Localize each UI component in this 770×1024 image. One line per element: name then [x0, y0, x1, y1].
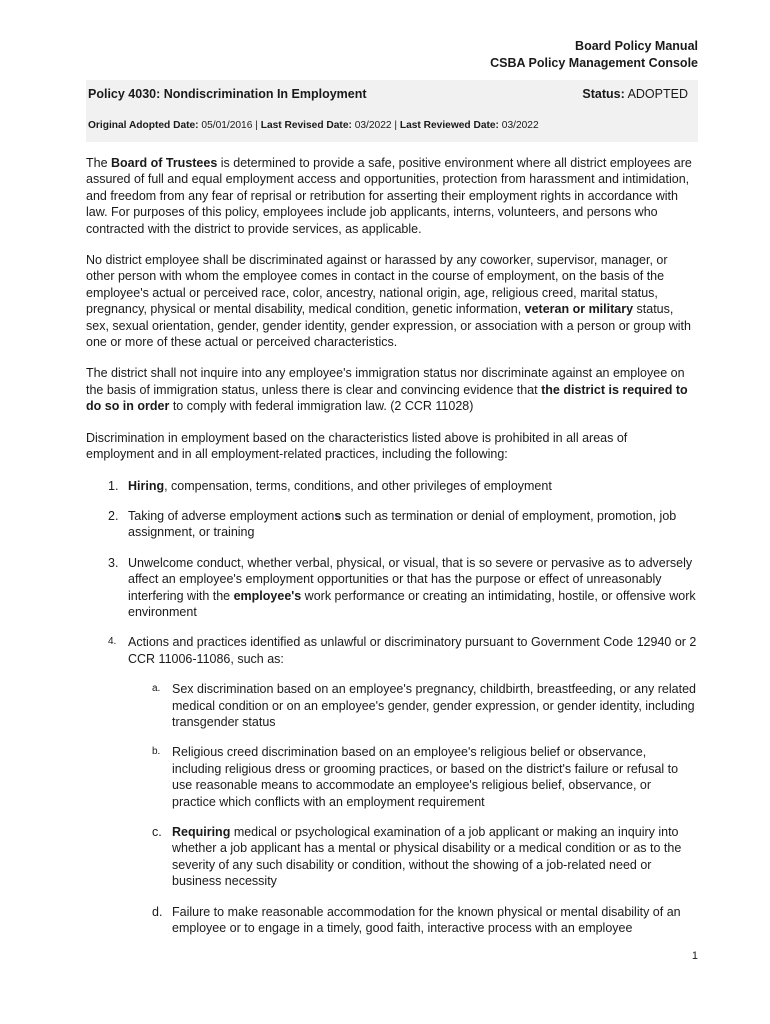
text-run: such as termination or denial of employment, promotion, job assignment, or training: [128, 508, 677, 540]
text-run: Religious creed discrimination based on an employee's religious belief or observance, including religious dress or grooming practices, or based on the district's failure or refusal to use reasonable means to accommodate an employee's religious belief, observance, or practice which conflicts with an employment requirement: [172, 745, 679, 809]
sub-list-letter: b.: [152, 746, 161, 758]
text-run-bold: s: [334, 508, 342, 523]
list-item: [86, 634, 698, 667]
policy-dates: [88, 120, 539, 131]
original-adopted-label: Original Adopted Date:: [88, 120, 199, 131]
header-console-title: CSBA Policy Management Console: [490, 56, 698, 70]
header-manual-title: Board Policy Manual: [575, 39, 698, 53]
text-run-bold: Requiring: [172, 825, 231, 839]
sub-list-letter: d.: [152, 904, 163, 919]
text-run: , compensation, terms, conditions, and other privileges of employment: [164, 478, 552, 493]
text-run: Taking of adverse employment action: [128, 508, 335, 523]
text-run: medical or psychological examination of a job applicant or making an inquiry into whether a job applicant has a mental or physical disability or a medical condition or as to the severity of any such disability or condition, without the showing of a job-related need or business necessity: [172, 825, 682, 889]
sub-list-item: [86, 824, 698, 890]
page-number: 1: [691, 950, 698, 962]
text-run-bold: employee's: [233, 588, 302, 603]
text-run: status, sex, sexual orientation, gender, gender identity, gender expression, or association with a person or group with one or more of these actual or perceived characteristics.: [86, 302, 691, 350]
policy-title: Policy 4030: Nondiscrimination In Employment: [88, 87, 367, 101]
last-reviewed-label: Last Reviewed Date:: [399, 120, 499, 131]
list-item: [86, 555, 698, 621]
last-revised-label: Last Revised Date:: [260, 120, 352, 131]
sub-list-letter: c.: [152, 825, 162, 839]
text-run: Actions and practices identified as unlawful or discriminatory pursuant to Government Code 12940 or 2 CCR 11006-11086, such as:: [128, 635, 697, 666]
policy-info-band: [86, 80, 698, 142]
list-number: 2.: [108, 508, 119, 523]
paragraph-1: [86, 155, 698, 237]
text-run: No district employee shall be discriminated against or harassed by any coworker, supervisor, manager, or other person with whom the employee comes in contact in the course of employment, on the basis of the employee's actual or perceived race, color, ancestry, national origin, age, religious creed, marital status, pregnancy, physical or mental disability, medical condition, genetic information,: [86, 253, 668, 317]
text-run-bold: veteran or military: [524, 302, 634, 317]
last-revised-value: 03/2022: [354, 120, 392, 131]
text-run: Failure to make reasonable accommodation for the known physical or mental disability of an employee or to engage in a timely, good faith, interactive process with an employee: [172, 904, 681, 936]
list-number: 1.: [108, 478, 119, 493]
status-value: ADOPTED: [627, 87, 688, 101]
paragraph-3: [86, 365, 698, 414]
date-separator: |: [252, 120, 261, 131]
paragraph-2: [86, 252, 698, 350]
sub-list-letter: a.: [152, 683, 161, 695]
original-adopted-value: 05/01/2016: [201, 120, 253, 131]
sub-list-item: [86, 744, 698, 810]
sub-list-item: [86, 681, 698, 730]
list-number: 4.: [108, 636, 117, 648]
sub-list-item: [86, 904, 698, 937]
text-run: is determined to provide a safe, positive environment where all district employees are assured of full and equal employment access and opportunities, protection from harassment and intimidation, and freedom from any fear of reprisal or retribution for asserting their employment rights in accordance with law. For purposes of this policy, employees include job applicants, interns, volunteers, and persons who contracted with the district to provide services, as applicable.: [86, 156, 692, 236]
text-run: work performance or creating an intimidating, hostile, or offensive work environment: [128, 588, 696, 619]
list-number: 3.: [108, 555, 119, 570]
text-run-bold: Board of Trustees: [111, 156, 218, 170]
date-separator: |: [391, 120, 400, 131]
text-run: Sex discrimination based on an employee's pregnancy, childbirth, breastfeeding, or any related medical condition or on an employee's gender, gender expression, or gender identity, including transgender status: [172, 682, 696, 729]
text-run: Unwelcome conduct, whether verbal, physical, or visual, that is so severe or pervasive as to adversely affect an employee's employment opportunities or that has the purpose or effect of unreasonably interfering with the: [128, 555, 693, 603]
status-label: Status:: [582, 87, 625, 101]
list-item: [86, 508, 698, 541]
policy-body: [86, 155, 698, 950]
policy-status: [582, 87, 688, 101]
text-run-bold: the district is required to do so in order: [86, 382, 688, 414]
text-run: The district shall not inquire into any employee's immigration status nor discriminate against an employee on the basis of immigration status, unless there is clear and convincing evidence that: [86, 366, 685, 397]
last-reviewed-value: 03/2022: [501, 120, 539, 131]
text-run: The: [86, 156, 112, 170]
list-item: [86, 478, 698, 494]
paragraph-4: Discrimination in employment based on the characteristics listed above is prohibited in all areas of employment and in all employment-related practices, including the following:: [86, 430, 628, 462]
text-run: to comply with federal immigration law. (2 CCR 11028): [169, 399, 474, 414]
document-header: [490, 38, 698, 72]
text-run-bold: Hiring: [128, 478, 165, 493]
